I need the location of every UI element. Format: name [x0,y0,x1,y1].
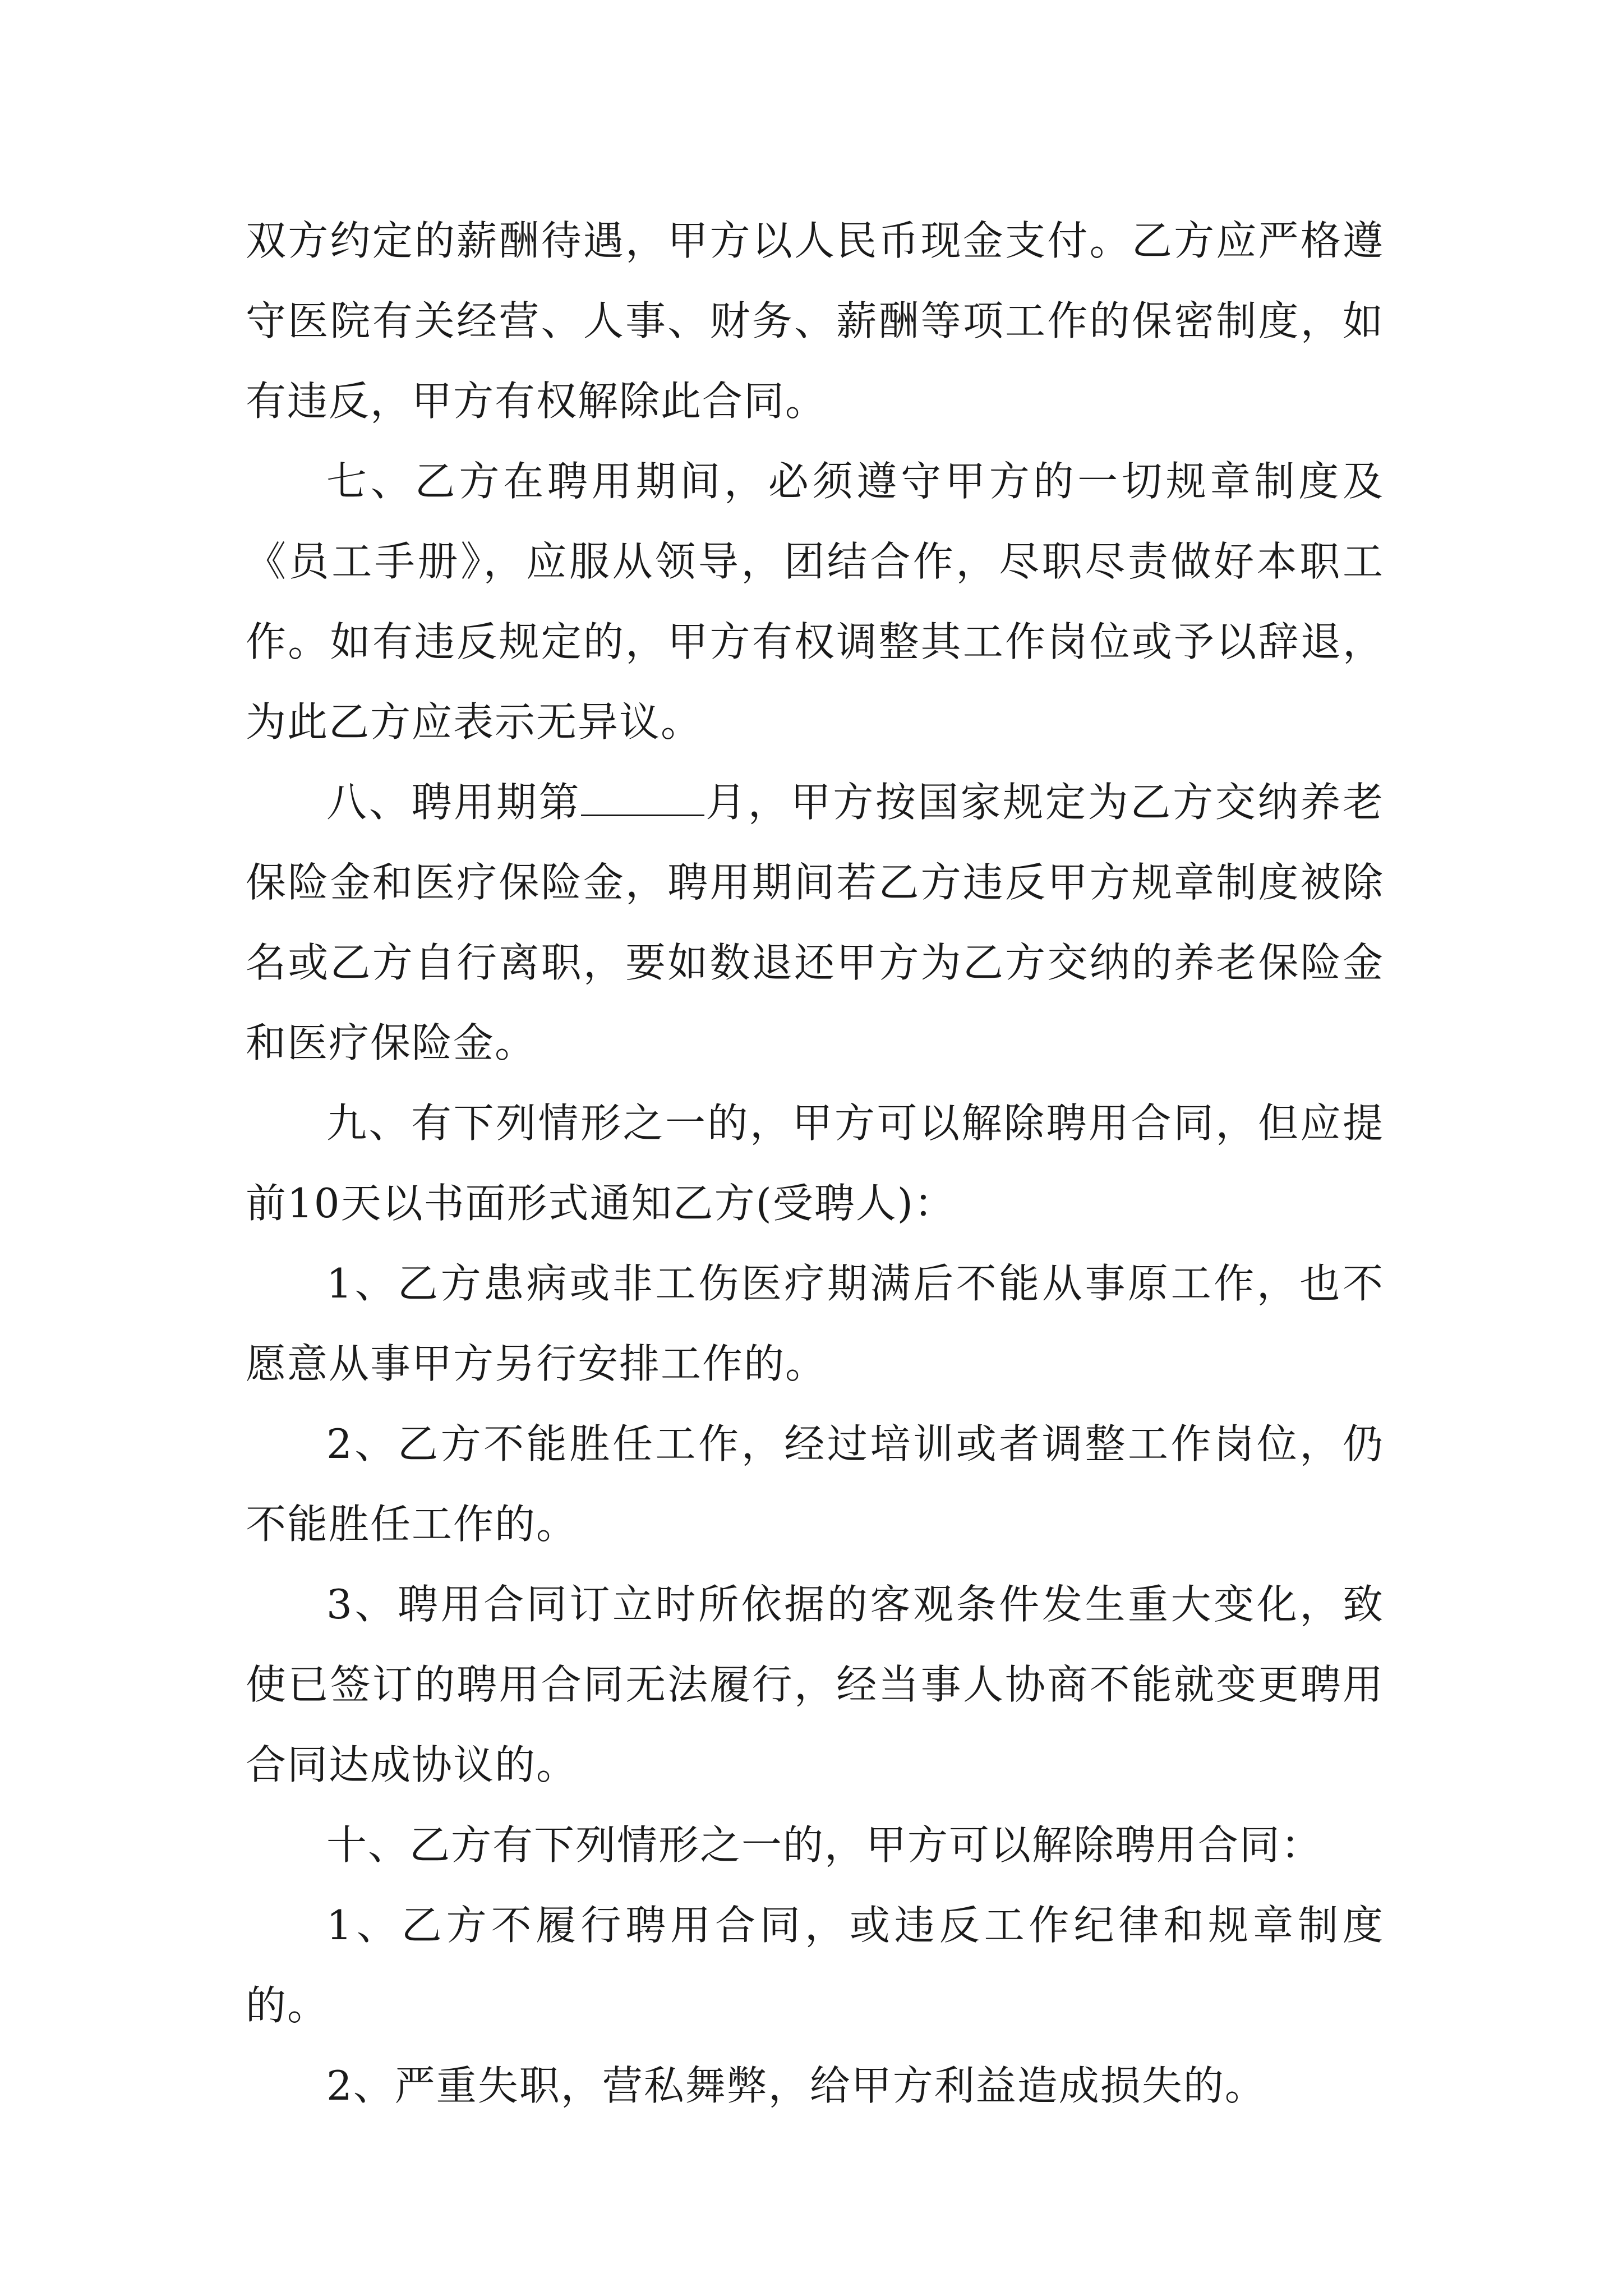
clause-9-item-1: 1、乙方患病或非工伤医疗期满后不能从事原工作，也不愿意从事甲方另行安排工作的。 [246,1260,1384,1387]
clause-9-item-2: 2、乙方不能胜任工作，经过培训或者调整工作岗位，仍不能胜任工作的。 [246,1420,1384,1548]
document-body [246,201,1384,2126]
paragraph-salary-confidentiality: 双方约定的薪酬待遇，甲方以人民币现金支付。乙方应严格遵守医院有关经营、人事、财务、薪酬等项工作的保密制度，如有违反，甲方有权解除此合同。 [246,217,1384,425]
clause-9-item-3: 3、聘用合同订立时所依据的客观条件发生重大变化，致使已签订的聘用合同无法履行，经当事人协商不能就变更聘用合同达成协议的。 [246,1581,1384,1788]
clause-7: 七、乙方在聘用期间，必须遵守甲方的一切规章制度及《员工手册》，应服从领导，团结合作，尽职尽责做好本职工作。如有违反规定的，甲方有权调整其工作岗位或予以辞退，为此乙方应表示无异议。 [246,458,1384,746]
clause-10-item-2: 2、严重失职，营私舞弊，给甲方利益造成损失的。 [326,2062,1266,2109]
fill-in-blank-month [581,780,704,816]
clause-10: 十、乙方有下列情形之一的，甲方可以解除聘用合同： [326,1821,1323,1869]
clause-9: 九、有下列情形之一的，甲方可以解除聘用合同，但应提前10天以书面形式通知乙方(受聘人)： [246,1099,1384,1227]
clause-10-item-1: 1、乙方不履行聘用合同，或违反工作纪律和规章制度的。 [246,1902,1384,2029]
clause-8-before-blank: 八、聘用期第 [326,779,582,826]
clause-8 [246,762,1384,1083]
clause-8-after-blank: 月，甲方按国家规定为乙方交纳养老保险金和医疗保险金，聘用期间若乙方违反甲方规章制度被除名或乙方自行离职，要如数退还甲方为乙方交纳的养老保险金和医疗保险金。 [246,779,1384,1066]
